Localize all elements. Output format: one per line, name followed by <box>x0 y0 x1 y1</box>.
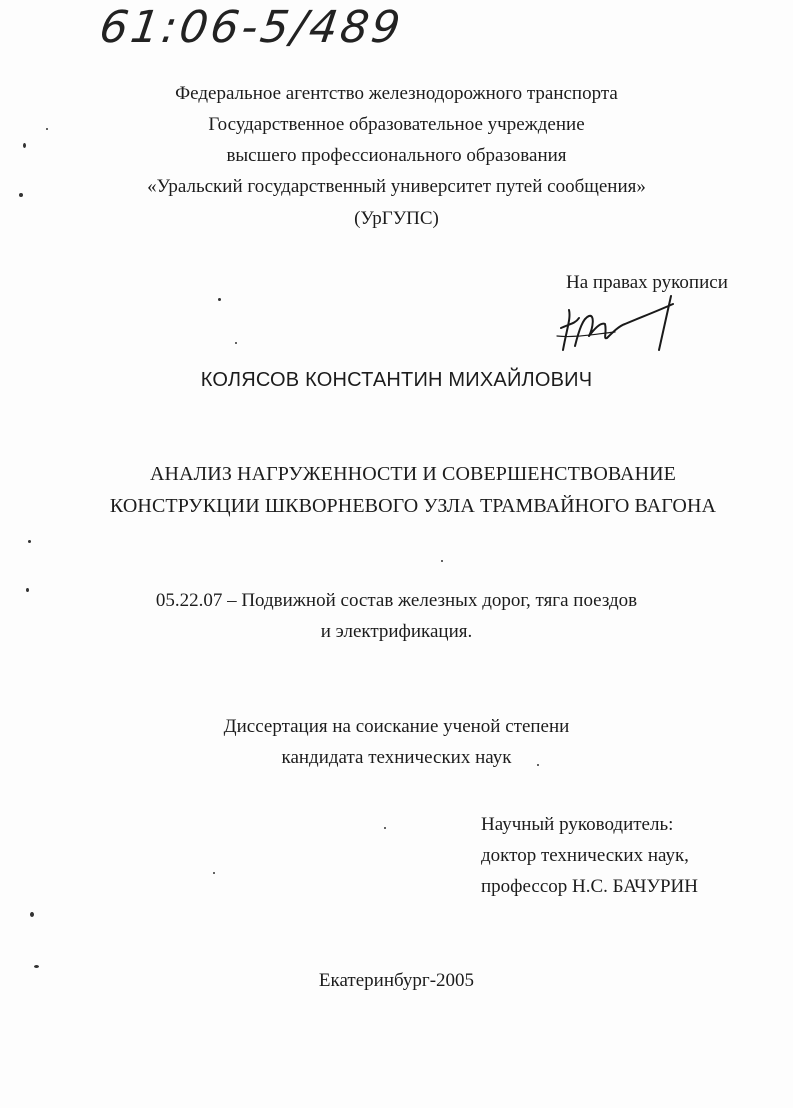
supervisor-label: Научный руководитель: <box>481 814 674 835</box>
title-line-2: КОНСТРУКЦИИ ШКВОРНЕВОГО УЗЛА ТРАМВАЙНОГО ВАГОНА <box>109 495 717 517</box>
title-line-1: АНАЛИЗ НАГРУЖЕННОСТИ И СОВЕРШЕНСТВОВАНИЕ <box>149 463 676 485</box>
scan-speck <box>218 298 221 301</box>
header-abbreviation: (УрГУПС) <box>354 208 439 229</box>
scan-speck <box>28 540 31 543</box>
degree-line-2: кандидата технических наук <box>281 747 512 768</box>
place-and-year: Екатеринбург-2005 <box>318 970 475 991</box>
scan-speck <box>34 965 39 968</box>
header-university: «Уральский государственный университет путей сообщения» <box>147 176 646 197</box>
scan-speck <box>537 764 539 766</box>
scan-speck <box>213 872 215 874</box>
header-institution-type: Государственное образовательное учреждение <box>208 114 585 135</box>
supervisor-degree: доктор технических наук, <box>481 845 689 866</box>
supervisor-name: профессор Н.С. БАЧУРИН <box>481 876 698 897</box>
scan-speck <box>30 912 34 917</box>
degree-line-1: Диссертация на соискание ученой степени <box>223 716 570 737</box>
header-agency: Федеральное агентство железнодорожного транспорта <box>175 83 618 104</box>
specialty-line-2: и электрификация. <box>320 621 473 642</box>
specialty-line-1: 05.22.07 – Подвижной состав железных дорог, тяга поездов <box>155 590 638 611</box>
manuscript-note: На правах рукописи <box>566 272 728 293</box>
scan-speck <box>26 588 29 592</box>
author-name: КОЛЯСОВ КОНСТАНТИН МИХАЙЛОВИЧ <box>200 369 593 391</box>
scan-speck <box>384 827 386 829</box>
archive-number-handwritten: 61:06-5/489 <box>96 2 407 53</box>
scan-speck <box>235 342 237 344</box>
scan-speck <box>19 193 23 197</box>
header-education-level: высшего профессионального образования <box>226 145 567 166</box>
scan-speck <box>23 143 26 148</box>
scan-speck <box>441 560 443 562</box>
scan-speck <box>46 128 48 130</box>
author-signature <box>555 288 685 363</box>
